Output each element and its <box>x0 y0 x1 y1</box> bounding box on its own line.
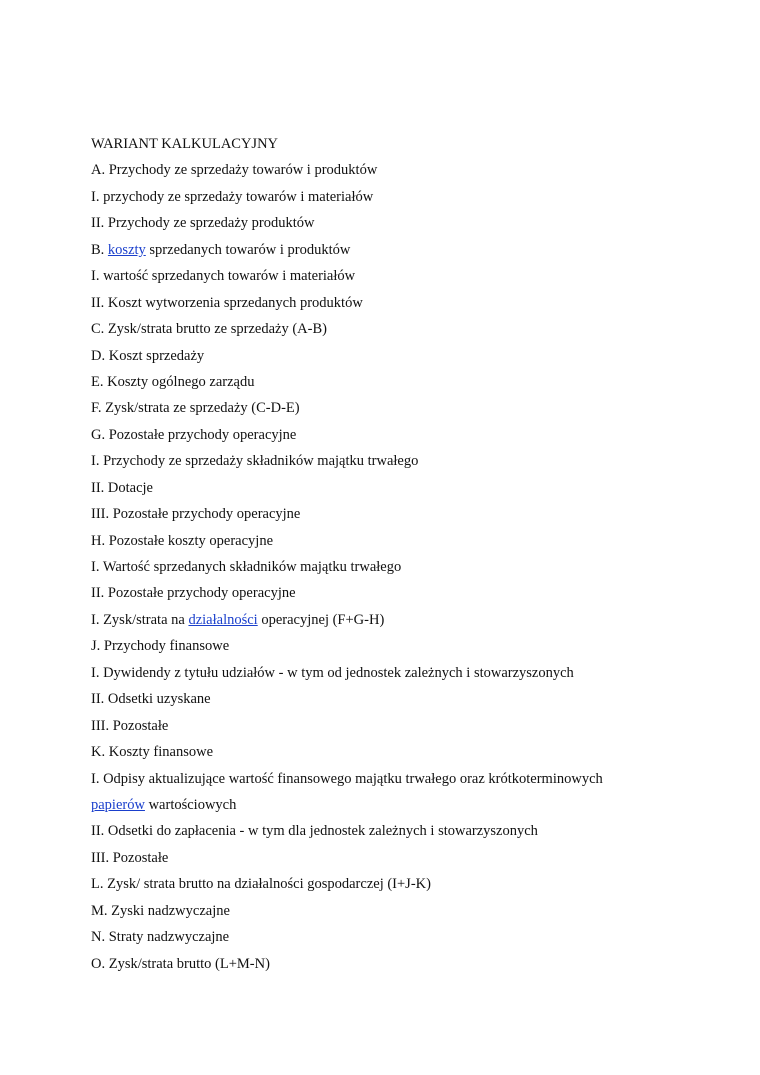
text-line: I. Przychody ze sprzedaży składników majątku trwałego <box>91 453 419 470</box>
text-line: D. Koszt sprzedaży <box>91 347 205 364</box>
text-line: K. Koszty finansowe <box>91 744 214 761</box>
link-papierow[interactable]: papierów <box>91 796 145 813</box>
text-line-with-link <box>91 795 711 821</box>
link-dzialalnosci[interactable]: działalności <box>188 611 258 628</box>
text-line: C. Zysk/strata brutto ze sprzedaży (A-B) <box>91 321 327 338</box>
text-segment: operacyjnej (F+G-H) <box>257 611 385 628</box>
text-segment: I. Zysk/strata na <box>91 611 189 628</box>
text-line: I. Wartość sprzedanych składników majątku trwałego <box>91 559 402 575</box>
text-line: II. Odsetki uzyskane <box>91 691 211 708</box>
text-line: II. Pozostałe przychody operacyjne <box>91 585 296 602</box>
text-line: E. Koszty ogólnego zarządu <box>91 373 255 390</box>
text-line: III. Pozostałe <box>91 849 169 866</box>
text-line: I. Dywidendy z tytułu udziałów - w tym od jednostek zależnych i stowarzyszonych <box>91 664 574 681</box>
text-line: L. Zysk/ strata brutto na działalności gospodarczej (I+J-K) <box>91 876 431 893</box>
text-line: M. Zyski nadzwyczajne <box>91 902 230 919</box>
text-line: H. Pozostałe koszty operacyjne <box>91 532 274 549</box>
text-segment: sprzedanych towarów i produktów <box>145 241 351 258</box>
text-line-with-link <box>91 610 711 636</box>
text-line: III. Pozostałe przychody operacyjne <box>91 506 301 523</box>
text-segment: wartościowych <box>144 796 237 813</box>
link-koszty[interactable]: koszty <box>107 241 146 258</box>
text-line: O. Zysk/strata brutto (L+M-N) <box>91 955 270 972</box>
text-line: II. Koszt wytworzenia sprzedanych produktów <box>91 294 363 311</box>
text-line: N. Straty nadzwyczajne <box>91 929 230 946</box>
text-line: I. przychody ze sprzedaży towarów i materiałów <box>91 188 374 205</box>
text-line: I. wartość sprzedanych towarów i materiałów <box>91 268 356 285</box>
text-line: II. Odsetki do zapłacenia - w tym dla jednostek zależnych i stowarzyszonych <box>91 823 538 840</box>
text-line: II. Dotacje <box>91 479 153 496</box>
text-line: I. Odpisy aktualizujące wartość finansowego majątku trwałego oraz krótkoterminowych <box>91 770 603 787</box>
document-title: WARIANT KALKULACYJNY <box>91 136 279 152</box>
text-line: II. Przychody ze sprzedaży produktów <box>91 215 315 232</box>
text-line-with-link <box>91 240 711 266</box>
text-line: G. Pozostałe przychody operacyjne <box>91 426 297 443</box>
text-line: J. Przychody finansowe <box>91 638 230 655</box>
text-segment: B. <box>91 241 108 258</box>
document-body <box>91 134 711 980</box>
text-line: III. Pozostałe <box>91 717 169 734</box>
text-line: F. Zysk/strata ze sprzedaży (C-D-E) <box>91 400 300 417</box>
text-line: A. Przychody ze sprzedaży towarów i produktów <box>91 162 378 179</box>
